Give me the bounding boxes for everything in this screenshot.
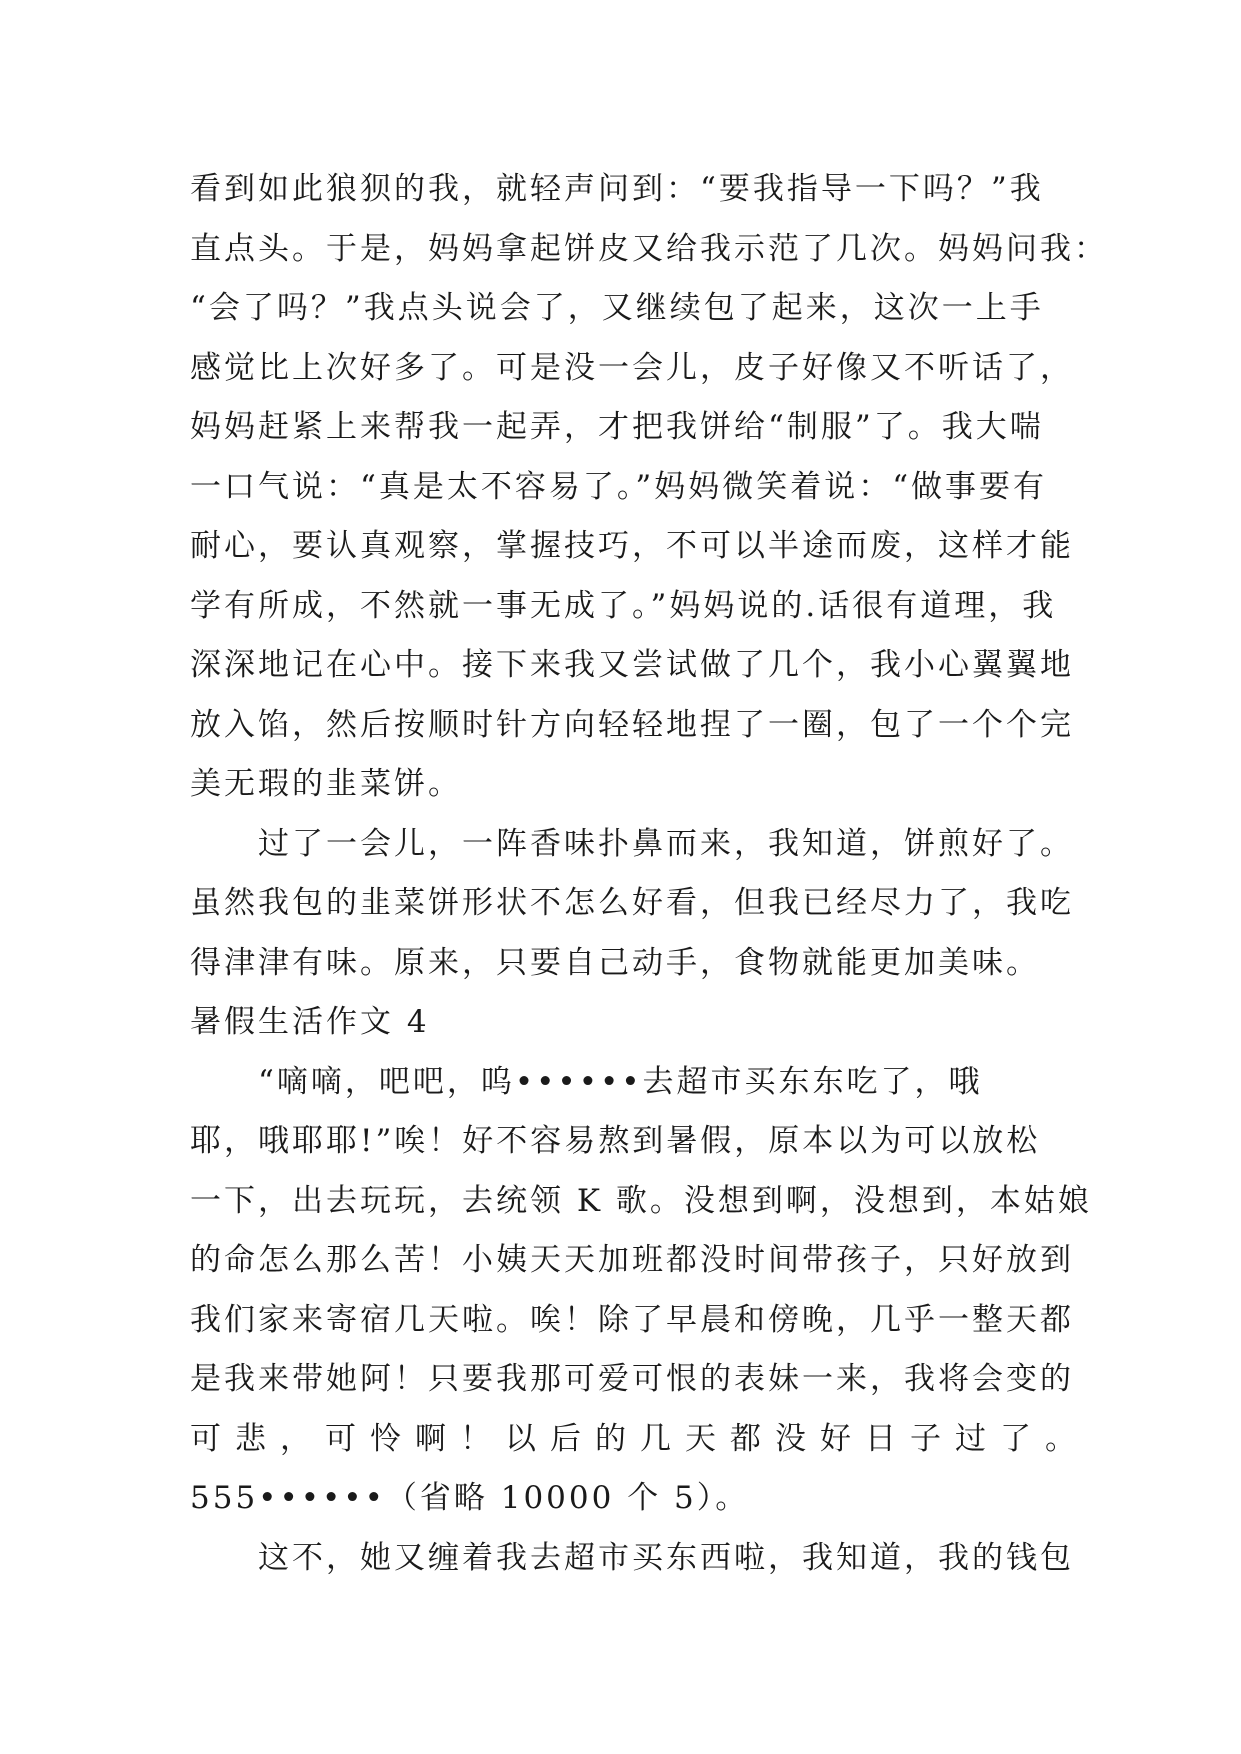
text-line: 是我来带她阿！只要我那可爱可恨的表妹一来，我将会变的 bbox=[190, 1361, 1074, 1397]
text-line: 虽然我包的韭菜饼形状不怎么好看，但我已经尽力了，我吃 bbox=[190, 885, 1074, 921]
text-line: 放入馅，然后按顺时针方向轻轻地捏了一圈，包了一个个完 bbox=[190, 706, 1074, 743]
text-line: 555••••••（省略 10000 个 5）。 bbox=[190, 1480, 750, 1516]
text-line: 看到如此狼狈的我，就轻声问到：“要我指导一下吗？”我 bbox=[190, 171, 1044, 207]
paragraph-start-line: “嘀嘀，吧吧，呜••••••去超市买东东吃了，哦 bbox=[258, 1063, 983, 1100]
text-line: 深深地记在心中。接下来我又尝试做了几个，我小心翼翼地 bbox=[190, 647, 1074, 683]
text-line: 一口气说：“真是太不容易了。”妈妈微笑着说：“做事要有 bbox=[190, 468, 1048, 505]
document-body bbox=[190, 160, 1108, 1588]
text-line: 我们家来寄宿几天啦。唉！除了早晨和傍晚，几乎一整天都 bbox=[190, 1301, 1074, 1338]
paragraph-start-line: 这不，她又缠着我去超市买东西啦，我知道，我的钱包 bbox=[258, 1539, 1074, 1576]
text-line: 感觉比上次好多了。可是没一会儿，皮子好像又不听话了， bbox=[190, 349, 1074, 386]
text-line: 学有所成，不然就一事无成了。”妈妈说的.话很有道理，我 bbox=[190, 587, 1057, 624]
text-line: 美无瑕的韭菜饼。 bbox=[190, 766, 462, 802]
text-line: 妈妈赶紧上来帮我一起弄，才把我饼给“制服”了。我大喘 bbox=[190, 409, 1044, 445]
text-line: 耐心，要认真观察，掌握技巧，不可以半途而废，这样才能 bbox=[190, 528, 1074, 564]
section-heading: 暑假生活作文 4 bbox=[190, 1004, 430, 1040]
text-line: 耶，哦耶耶!”唉！好不容易熬到暑假，原本以为可以放松 bbox=[190, 1123, 1041, 1159]
paragraph-start-line: 过了一会儿，一阵香味扑鼻而来，我知道，饼煎好了。 bbox=[258, 825, 1074, 862]
text-line: 可悲，可怜啊！以后的几天都没好日子过了。 bbox=[190, 1420, 1090, 1457]
text-line: 直点头。于是，妈妈拿起饼皮又给我示范了几次。妈妈问我： bbox=[190, 230, 1108, 267]
text-line: 的命怎么那么苦！小姨天天加班都没时间带孩子，只好放到 bbox=[190, 1242, 1074, 1278]
text-line: 一下，出去玩玩，去统领 K 歌。没想到啊，没想到，本姑娘 bbox=[190, 1182, 1092, 1219]
text-line: “会了吗？”我点头说会了，又继续包了起来，这次一上手 bbox=[190, 290, 1044, 326]
text-line: 得津津有味。原来，只要自己动手，食物就能更加美味。 bbox=[190, 944, 1040, 981]
